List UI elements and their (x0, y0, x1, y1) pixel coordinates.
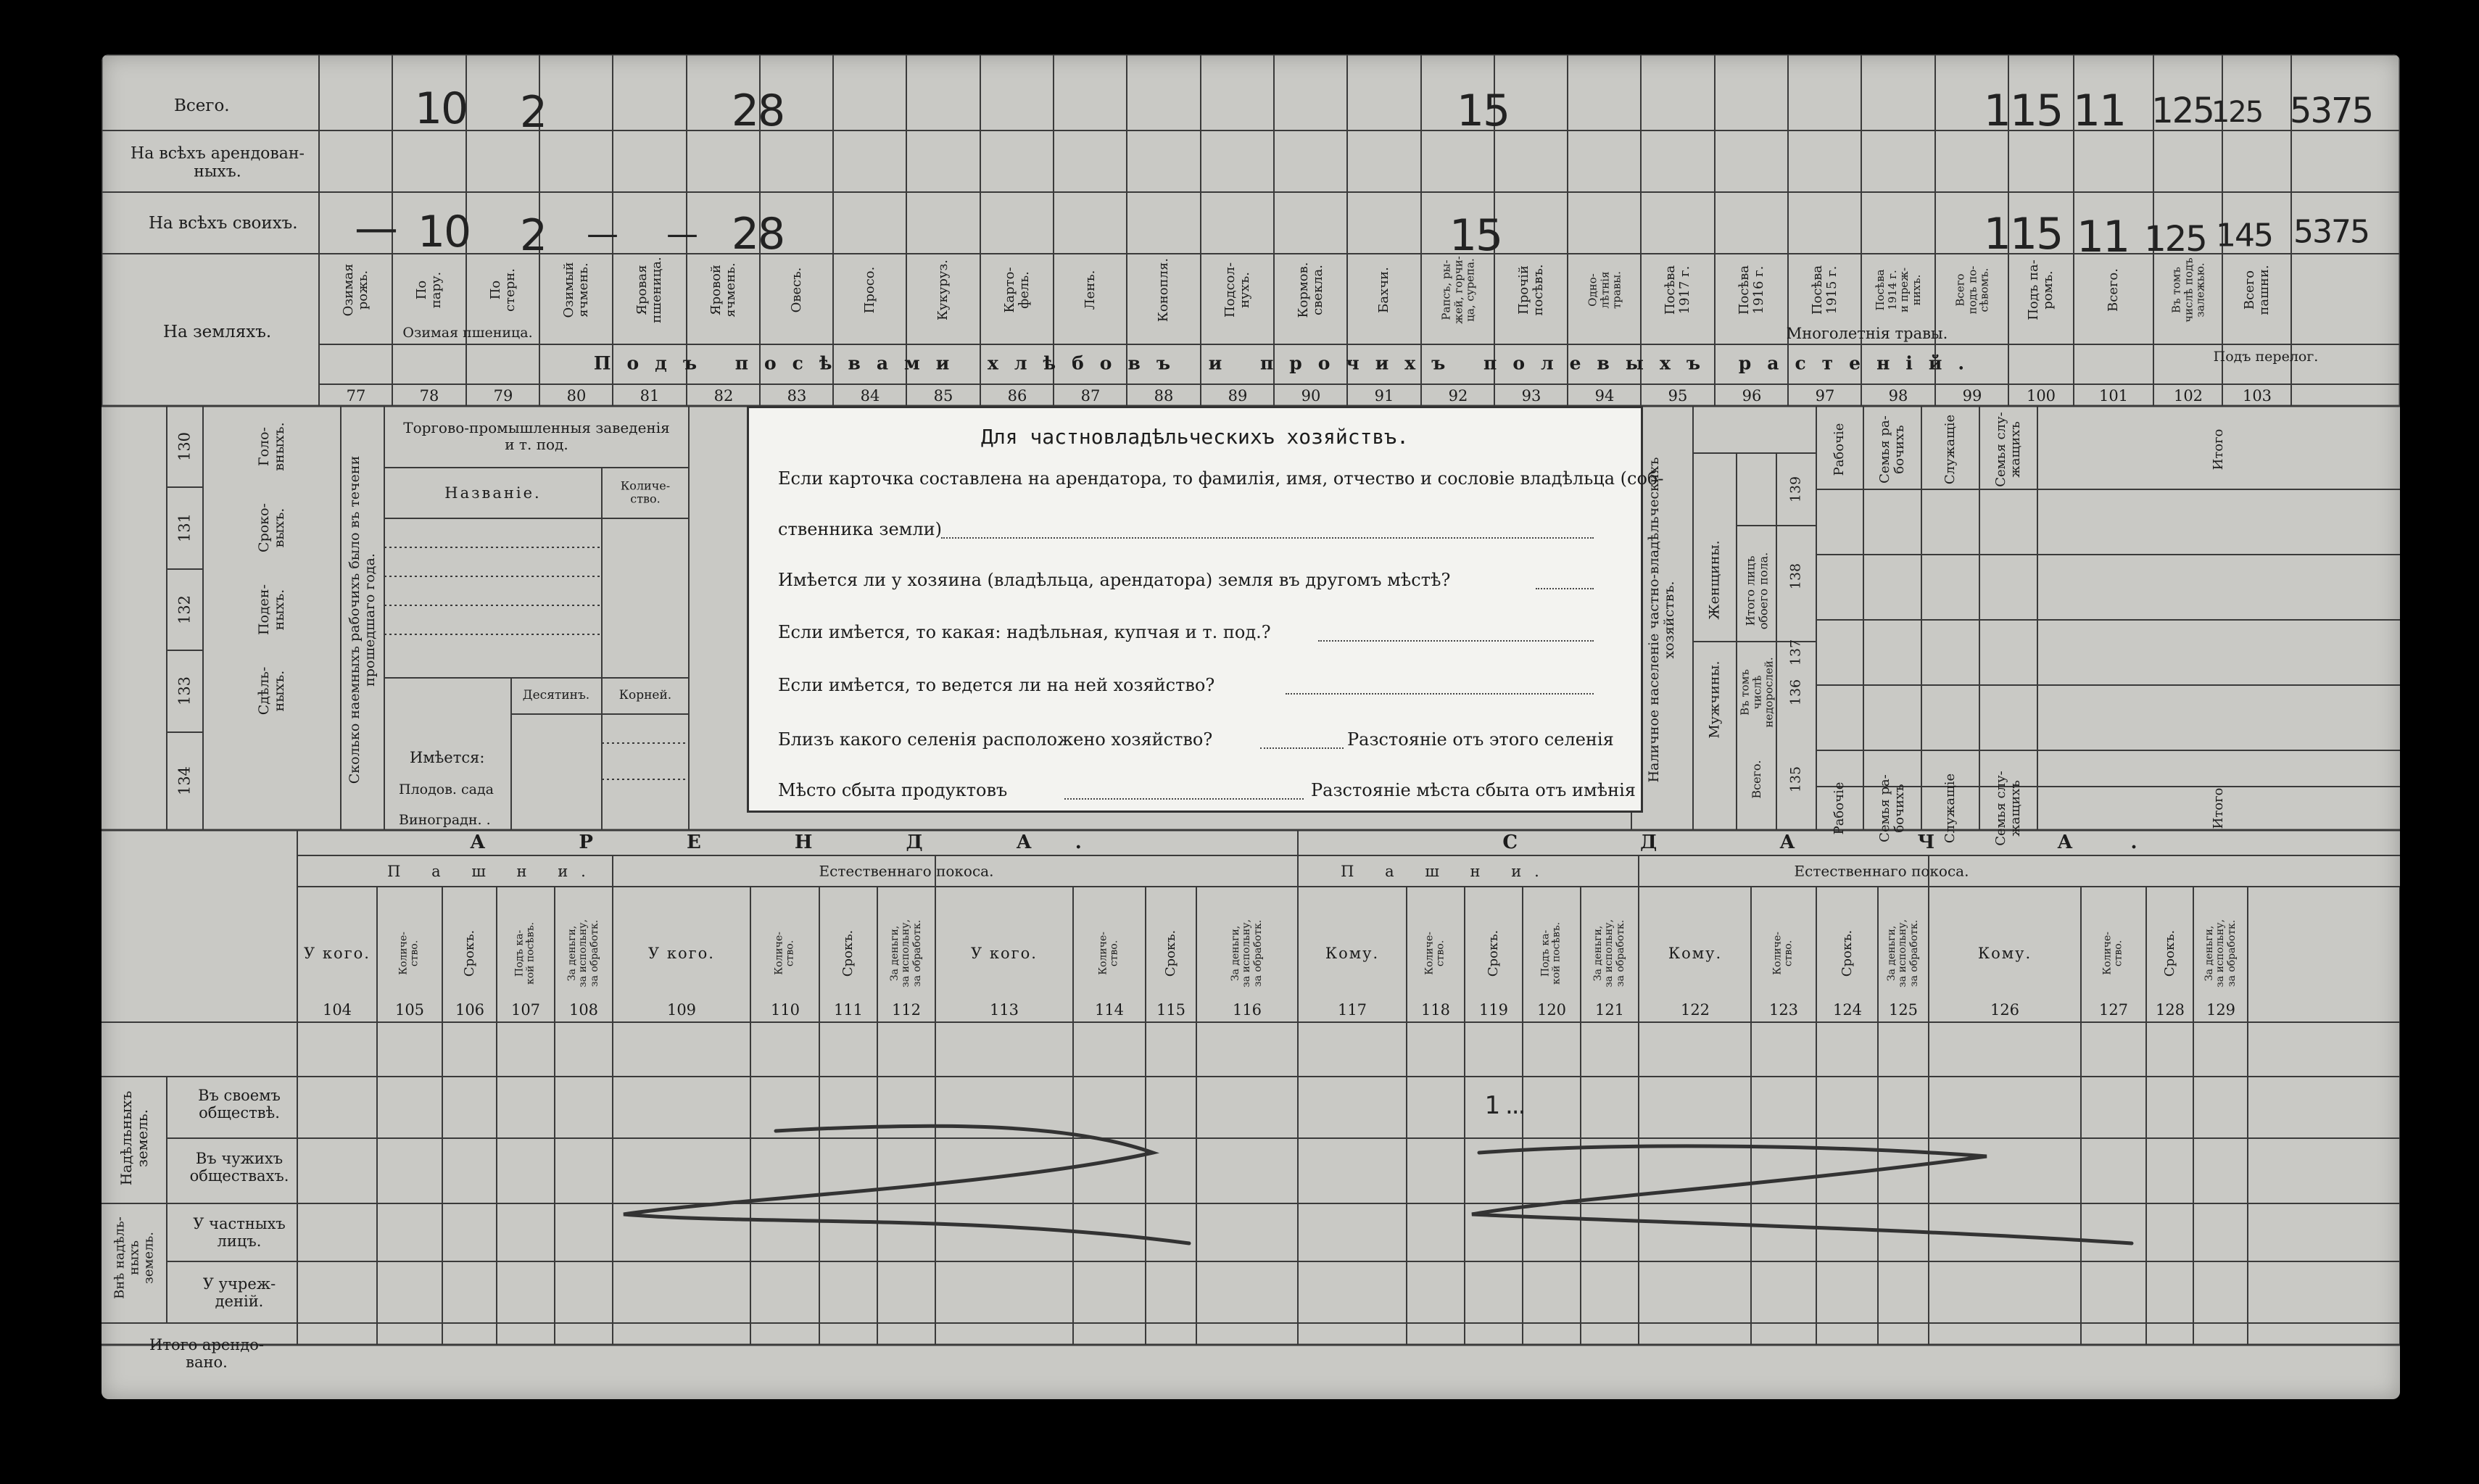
trade-title: Торгово-промышленныя заведенія и т. под. (403, 419, 670, 453)
crop-header-100: Подъ па- ромъ. (2026, 260, 2056, 320)
crop-colnum-92: 92 (1448, 386, 1468, 405)
hired-workers-label: Сколько наемныхъ рабочихъ было въ течени прошедшаго года. (347, 455, 378, 784)
row-private-persons: У частныхъ лицъ. (193, 1214, 286, 1250)
lease-header-124: Срокъ. (1839, 929, 1855, 977)
lease-header-116: За деньги, за испольну, за обработк. (1229, 919, 1264, 987)
private-farms-title: Для частновладѣльческихъ хозяйствъ. (980, 424, 1410, 449)
lease-colnum-107: 107 (510, 1000, 541, 1019)
hw-total-c99: 115 (1983, 86, 2063, 136)
near-village-answer-line[interactable] (1260, 747, 1344, 749)
garden-des-col: Десятинъ. (522, 688, 590, 703)
pop-cat-bottom-4: Итого (2211, 787, 2227, 829)
pop-men-label: Мужчины. (1706, 660, 1723, 739)
population-title: Наличное населеніе частно-владѣльческихъ хозяйствъ. (1646, 457, 1677, 783)
crop-colnum-87: 87 (1080, 386, 1101, 405)
crop-colnum-89: 89 (1228, 386, 1248, 405)
crop-header-86: Карто- фель. (1002, 267, 1032, 313)
group-nadel: Надѣльныхъ земель. (117, 1090, 151, 1186)
hw-own-c92: 15 (1449, 210, 1502, 261)
pop-num-139: 139 (1787, 476, 1804, 503)
lease-colnum-114: 114 (1094, 1000, 1125, 1019)
question-owner-cont: ственника земли) (778, 519, 942, 539)
crop-header-89: Подсол- нухъ. (1222, 262, 1252, 318)
pop-num-135: 135 (1787, 766, 1804, 793)
garden-has-label: Имѣется: (410, 749, 485, 766)
pop-all-men: Всего. (1750, 760, 1764, 799)
garden-fruit-label: Плодов. сада (399, 782, 494, 797)
pop-cat-bottom-0: Рабочіе (1832, 782, 1847, 835)
crop-header-97: Посѣва 1915 г. (1810, 265, 1839, 315)
crop-header-77: Озимая рожь. (341, 263, 371, 317)
crop-header-95: Посѣва 1917 г. (1663, 265, 1692, 315)
census-card (102, 54, 2400, 1399)
trade-name-col: Названіе. (444, 484, 542, 502)
crop-header-99: Всего подъ по- сѣвомъ. (1953, 265, 1991, 315)
hw-own-c103: 5375 (2293, 213, 2369, 251)
crop-header-102: Въ томъ числѣ подъ залежью. (2169, 257, 2207, 323)
crop-colnum-82: 82 (713, 386, 734, 405)
crop-header-85: Кукуруз. (935, 259, 951, 321)
crop-colnum-81: 81 (640, 386, 660, 405)
crop-colnum-78: 78 (419, 386, 439, 405)
lease-header-107: Подъ ка- кой посѣвъ. (513, 921, 537, 985)
question-other-land: Имѣется ли у хозяина (владѣльца, арендатора) земля въ другомъ мѣстѣ? (778, 570, 1451, 590)
lease-header-105: Количе- ство. (397, 932, 421, 975)
lease-colnum-119: 119 (1478, 1000, 1509, 1019)
crossout-strokes (624, 1126, 2132, 1243)
question-farming: Если имѣется, то ведется ли на ней хозяйство? (778, 675, 1215, 695)
row-total-leased: Итого арендо- вано. (149, 1335, 264, 1371)
crop-colnum-93: 93 (1521, 386, 1541, 405)
hw-note: 1 ... (1484, 1091, 1525, 1120)
lease-header-104: У кого. (304, 944, 371, 962)
garden-vine-label: Виноградн. . (399, 812, 491, 828)
crop-colnum-94: 94 (1594, 386, 1615, 405)
crop-header-94: Одно- лѣтнія травы. (1586, 271, 1623, 309)
animal-num-130: 130 (175, 431, 194, 462)
question-owner: Если карточка составлена на арендатора, то фамилія, имя, отчество и сословіе владѣльца (соб- (778, 468, 1664, 489)
sdacha-title: С Д А Ч А. (1502, 832, 2195, 854)
arenda-title: А Р Е Н Д А. (470, 832, 1125, 854)
crop-colnum-97: 97 (1815, 386, 1835, 405)
row-institutions: У учреж- деній. (202, 1274, 276, 1310)
crop-header-87: Ленъ. (1083, 270, 1098, 310)
lease-colnum-127: 127 (2098, 1000, 2129, 1019)
winter-wheat-caption: Озимая пшеница. (402, 325, 533, 341)
pop-women-label: Женщины. (1706, 540, 1723, 620)
animal-num-132: 132 (175, 594, 194, 625)
question-land-type: Если имѣется, то какая: надѣльная, купчая и т. под.? (778, 622, 1271, 642)
animal-num-134: 134 (175, 766, 194, 796)
lease-colnum-110: 110 (770, 1000, 800, 1019)
crop-colnum-98: 98 (1888, 386, 1908, 405)
hw-own-c77: — (355, 203, 397, 254)
crop-colnum-103: 103 (2242, 386, 2272, 405)
row-other-society: Въ чужихъ обществахъ. (189, 1149, 289, 1185)
lease-header-122: Кому. (1668, 944, 1723, 962)
row-label-lands: На земляхъ. (163, 323, 272, 341)
crop-colnum-95: 95 (1668, 386, 1688, 405)
crop-header-98: Посѣва 1914 г. и преж- нихъ. (1874, 267, 1923, 313)
lease-header-121: За деньги, за испольну, за обработк. (1592, 919, 1626, 987)
pop-total-label: Итого лицъ обоего пола. (1743, 552, 1770, 630)
crop-colnum-83: 83 (787, 386, 807, 405)
lease-colnum-129: 129 (2206, 1000, 2236, 1019)
crop-header-91: Бахчи. (1376, 267, 1392, 313)
lease-colnum-108: 108 (568, 1000, 599, 1019)
hw-own-c82: 28 (731, 209, 785, 260)
lease-header-114: Количе- ство. (1097, 932, 1120, 975)
crop-header-101: Всего. (2106, 268, 2122, 312)
crop-header-88: Конопля. (1156, 257, 1172, 323)
hw-own-c80: — (587, 215, 617, 253)
lease-header-115: Срокъ. (1163, 929, 1179, 977)
lease-header-108: За деньги, за испольну, за обработк. (566, 919, 600, 987)
pop-num-137: 137 (1787, 639, 1804, 666)
crop-colnum-80: 80 (566, 386, 587, 405)
question-market: Мѣсто сбыта продуктовъ (778, 780, 1008, 800)
crop-colnum-90: 90 (1301, 386, 1321, 405)
hw-own-c101: 125 (2144, 219, 2206, 260)
lease-colnum-123: 123 (1768, 1000, 1799, 1019)
animal-label-131: Сроко- выхъ. (256, 503, 287, 552)
lease-colnum-109: 109 (666, 1000, 697, 1019)
hw-own-c99: 115 (1983, 209, 2063, 260)
pop-cat-top-2: Служащіе (1942, 414, 1958, 485)
hw-total-c101: 125 (2151, 91, 2214, 131)
lease-colnum-111: 111 (833, 1000, 864, 1019)
pop-cat-bottom-2: Служащіе (1942, 773, 1958, 844)
lease-header-129: За деньги, за испольну, за обработк. (2203, 919, 2238, 987)
lease-colnum-124: 124 (1832, 1000, 1863, 1019)
distance-village-label: Разстояніе отъ этого селенія (1347, 729, 1614, 750)
lease-colnum-104: 104 (322, 1000, 352, 1019)
land-type-answer-line[interactable] (1318, 640, 1594, 642)
crop-colnum-91: 91 (1374, 386, 1394, 405)
lease-header-113: У кого. (971, 944, 1038, 962)
lease-colnum-121: 121 (1594, 1000, 1625, 1019)
hw-total-c92: 15 (1456, 86, 1510, 136)
lease-colnum-125: 125 (1888, 1000, 1919, 1019)
question-near-village: Близъ какого селенія расположено хозяйство? (778, 729, 1213, 750)
crop-colnum-86: 86 (1007, 386, 1027, 405)
pop-cat-bottom-3: Семья слу- жащихъ (1993, 771, 2023, 846)
lease-colnum-126: 126 (1990, 1000, 2020, 1019)
crop-header-81: Яровая пшеница. (634, 257, 664, 323)
lease-header-120: Подъ ка- кой посѣвъ. (1539, 921, 1563, 985)
lease-header-125: За деньги, за испольну, за обработк. (1885, 919, 1920, 987)
crop-header-82: Яровой ячмень. (708, 262, 738, 318)
lease-colnum-106: 106 (455, 1000, 485, 1019)
trade-qty-col: Количе- ство. (620, 478, 671, 506)
lease-colnum-113: 113 (989, 1000, 1019, 1019)
crop-header-92: Рапсъ, ры- жей, горчи- ца, сурепа. (1439, 256, 1477, 324)
lease-header-109: У кого. (648, 944, 715, 962)
lease-colnum-105: 105 (394, 1000, 425, 1019)
pop-num-136: 136 (1787, 679, 1804, 706)
pop-cat-top-0: Рабочіе (1832, 423, 1847, 476)
row-own-society: Въ своемъ обществѣ. (198, 1086, 281, 1122)
crop-colnum-96: 96 (1742, 386, 1762, 405)
market-answer-line[interactable] (1064, 798, 1304, 800)
crop-colnum-79: 79 (493, 386, 513, 405)
fallow-caption: Подъ перелог. (2213, 349, 2319, 365)
lease-colnum-128: 128 (2155, 1000, 2185, 1019)
animal-label-133: Сдѣль- ныхъ. (256, 666, 287, 716)
hw-total-c103: 5375 (2289, 91, 2373, 131)
lease-colnum-116: 116 (1232, 1000, 1262, 1019)
lease-header-106: Срокъ. (462, 929, 478, 977)
crop-header-83: Овесъ. (789, 267, 805, 313)
hw-total-c79: 2 (519, 87, 547, 138)
animal-num-131: 131 (175, 513, 194, 543)
arenda-pokos: Естественнаго покоса. (819, 862, 994, 880)
crop-header-96: Посѣва 1916 г. (1737, 265, 1766, 315)
row-label-own: На всѣхъ своихъ. (149, 214, 298, 233)
lease-header-118: Количе- ство. (1423, 932, 1447, 975)
crop-header-84: Просо. (862, 266, 878, 314)
group-vne: Внѣ надѣль- ныхъ земель. (112, 1216, 156, 1299)
owner-answer-line[interactable] (941, 537, 1594, 539)
lease-header-128: Срокъ. (2162, 929, 2178, 977)
animal-label-130: Голо- вныхъ. (256, 422, 287, 471)
crop-header-93: Прочій посѣвъ. (1516, 264, 1546, 316)
hw-own-c102: 145 (2216, 217, 2272, 254)
lease-header-123: Количе- ство. (1771, 932, 1795, 975)
lease-colnum-122: 122 (1680, 1000, 1710, 1019)
sdacha-pokos: Естественнаго покоса. (1794, 862, 1969, 880)
lease-header-117: Кому. (1325, 944, 1380, 962)
hw-total-c102: 125 (2211, 96, 2263, 129)
crop-colnum-101: 101 (2098, 386, 2129, 405)
lease-colnum-112: 112 (891, 1000, 922, 1019)
distance-market-label: Разстояніе мѣста сбыта отъ имѣнія (1311, 780, 1636, 800)
crop-header-79: По стерн. (488, 268, 518, 312)
crop-colnum-99: 99 (1962, 386, 1982, 405)
pop-cat-bottom-1: Семья ра- бочихъ (1877, 774, 1907, 842)
perennial-grass-caption: Многолетнія травы. (1786, 324, 1948, 342)
pop-cat-top-4: Итого (2211, 428, 2227, 471)
animal-num-133: 133 (175, 676, 194, 706)
pop-cat-top-1: Семья ра- бочихъ (1877, 415, 1907, 484)
crop-colnum-85: 85 (933, 386, 953, 405)
crop-colnum-100: 100 (2026, 386, 2056, 405)
lease-colnum-115: 115 (1156, 1000, 1186, 1019)
crop-header-90: Кормов. свекла. (1296, 262, 1325, 318)
crop-colnum-84: 84 (860, 386, 880, 405)
animal-label-132: Поден- ныхъ. (256, 584, 287, 636)
lease-header-119: Срокъ. (1486, 929, 1502, 977)
arenda-pashni: П а ш н и. (387, 862, 599, 880)
crop-colnum-88: 88 (1154, 386, 1174, 405)
lease-header-111: Срокъ. (840, 929, 856, 977)
hw-own-c79: 2 (519, 210, 547, 261)
garden-roots-col: Корней. (618, 688, 672, 703)
hw-own-c81: — (666, 215, 697, 253)
crop-header-103: Всего пашни. (2242, 265, 2272, 315)
pop-incl-women: Въ томъ числѣ недорослей. (1738, 657, 1776, 728)
row-label-total: Всего. (174, 96, 230, 115)
farming-answer-line[interactable] (1286, 693, 1594, 695)
sdacha-pashni: П а ш н и. (1341, 862, 1552, 880)
hw-own-c78: 10 (417, 207, 471, 257)
lease-header-110: Количе- ство. (773, 932, 796, 975)
crop-header-80: Озимый ячмень. (561, 262, 591, 318)
crop-header-78: По пару. (414, 271, 444, 309)
crop-colnum-102: 102 (2173, 386, 2203, 405)
lease-header-112: За деньги, за испольну, за обработк. (888, 919, 923, 987)
lease-colnum-118: 118 (1420, 1000, 1451, 1019)
lease-header-127: Количе- ство. (2101, 932, 2124, 975)
crop-colnum-77: 77 (346, 386, 366, 405)
lease-colnum-117: 117 (1337, 1000, 1367, 1019)
lease-colnum-120: 120 (1536, 1000, 1567, 1019)
lease-header-126: Кому. (1977, 944, 2032, 962)
crops-group-caption: Подъ посѣвами хлѣбовъ и прочихъ полевыхъ растеній. (593, 352, 1981, 374)
hw-total-c100: 11 (2072, 86, 2126, 136)
pop-cat-top-3: Семья слу- жащихъ (1993, 412, 2023, 487)
pop-num-138: 138 (1787, 563, 1804, 590)
hw-own-c100: 11 (2076, 212, 2130, 262)
row-label-leased: На всѣхъ арендован- ныхъ. (131, 144, 305, 181)
hw-total-c78: 10 (414, 83, 468, 134)
other-land-answer-line[interactable] (1536, 588, 1594, 589)
hw-total-c82: 28 (731, 86, 785, 136)
